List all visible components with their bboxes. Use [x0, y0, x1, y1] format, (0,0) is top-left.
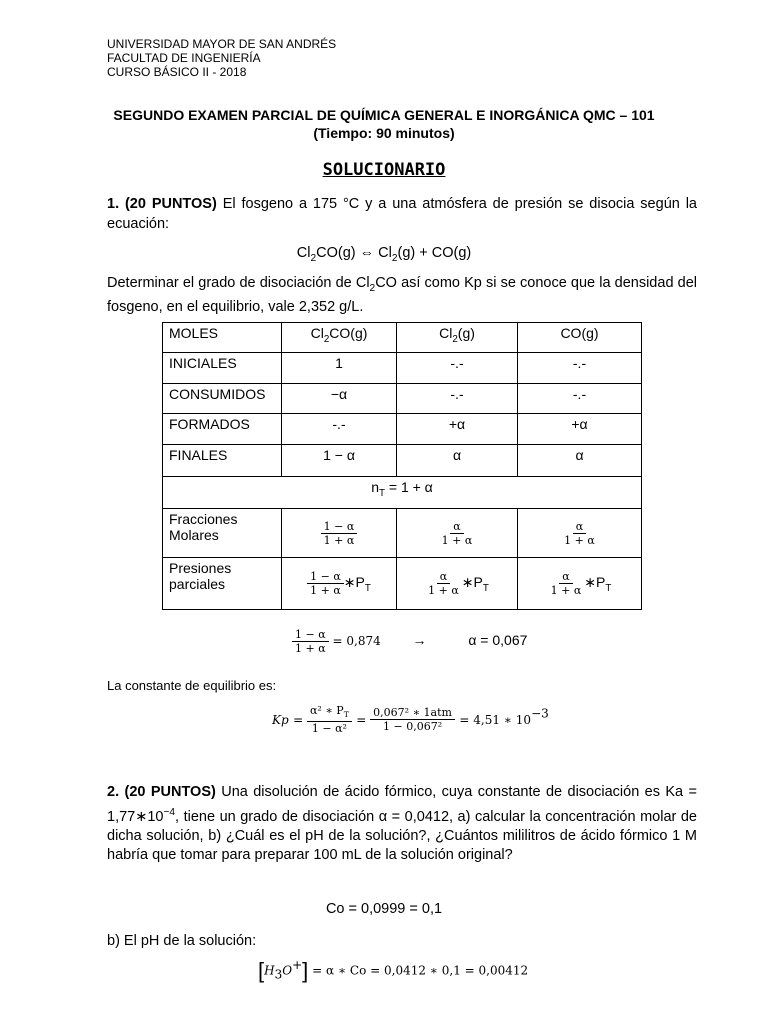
table-cell: $\frac{\alpha}{1 + \alpha}$ $∗P_T$ [518, 558, 642, 610]
table-header-cell: CO(g) [518, 323, 642, 353]
table-row [163, 445, 642, 477]
course-name: CURSO BÁSICO II - 2018 [107, 65, 247, 79]
moles-table [162, 322, 642, 610]
exam-title: SEGUNDO EXAMEN PARCIAL DE QUÍMICA GENERAL E INORGÁNICA QMC – 101 [113, 107, 655, 123]
row-label: FORMADOS [163, 414, 282, 445]
kp-equation: Kp = $\frac{\alpha^2 ∗ P_T}{\text{1 − α²}}$ = $\frac{\text{0,067² ∗ 1atm}}{\text{1 − 0,067²}}$ = 4,51 ∗ $10^{-3}$ [272, 704, 549, 736]
table-cell: 1 − α [282, 445, 397, 477]
table-header-cell: $Cl_2CO(g)$ [282, 323, 397, 353]
row-label: Presiones parciales [163, 558, 282, 610]
row-label: FINALES [163, 445, 282, 477]
table-row [163, 414, 642, 445]
table-cell: -.- [518, 384, 642, 414]
table-cell: +α [397, 414, 518, 445]
question-1-body: El fosgeno a 175 °C y a una atmósfera de presión se disocia según la ecuación: [107, 196, 697, 232]
table-row [163, 477, 642, 509]
table-header-cell: $Cl_2(g)$ [397, 323, 518, 353]
row-label: Fracciones Molares [163, 509, 282, 558]
table-cell: $\frac{\alpha}{1 + \alpha}$ $∗P_T$ [397, 558, 518, 610]
table-cell: +α [518, 414, 642, 445]
table-cell: $\frac{1 - \alpha}{1 + \alpha}$ [282, 509, 397, 558]
question-1-text-2: Determinar el grado de disociación de $Cl_2CO$ así como Kp si se conoce que la densidad del fosgeno, en el equilibrio, vale 2,352 g/L. [107, 275, 697, 316]
table-cell: α [518, 445, 642, 477]
question-1-label: 1. (20 PUNTOS) [107, 196, 217, 212]
table-cell: -.- [397, 353, 518, 384]
table-cell: -.- [518, 353, 642, 384]
table-header-row [163, 323, 642, 353]
table-cell: $\frac{\alpha}{1 + \alpha}$ [518, 509, 642, 558]
question-2-label: 2. (20 PUNTOS) [107, 784, 216, 800]
solucionario-heading: SOLUCIONARIO [322, 160, 446, 180]
table-cell: 1 [282, 353, 397, 384]
university-name: UNIVERSIDAD MAYOR DE SAN ANDRÉS [107, 37, 337, 51]
faculty-name: FACULTAD DE INGENIERÍA [107, 51, 261, 65]
h3o-equation: $[H_3O^+] = \alpha$ ∗ Co = 0,0412 ∗ 0,1 = 0,00412 [258, 958, 529, 983]
table-row [163, 509, 642, 558]
table-cell: −α [282, 384, 397, 414]
table-cell: $\frac{\alpha}{1 + \alpha}$ [397, 509, 518, 558]
total-moles-cell: $n_T = 1 + \alpha$ [163, 477, 642, 509]
ph-intro: b) El pH de la solución: [107, 933, 257, 949]
table-cell: α [397, 445, 518, 477]
table-header-cell: MOLES [163, 323, 282, 353]
kp-intro: La constante de equilibrio es: [107, 678, 277, 693]
reaction-equation: $Cl_2CO(g)$ ⇔ $Cl_2(g) + CO(g)$ [296, 245, 472, 264]
co-result: Co = 0,0999 = 0,1 [325, 901, 443, 917]
alpha-equation: $\frac{1 - \alpha}{1 + \alpha}$ = 0,874 → α = 0,067 [292, 628, 527, 655]
arrow-icon: → [412, 632, 427, 649]
table-cell: -.- [397, 384, 518, 414]
question-1-text [107, 195, 697, 234]
row-label: INICIALES [163, 353, 282, 384]
row-label: CONSUMIDOS [163, 384, 282, 414]
table-cell: -.- [282, 414, 397, 445]
exam-time: (Tiempo: 90 minutos) [313, 125, 455, 141]
table-row [163, 558, 642, 610]
table-row [163, 353, 642, 384]
question-2-text: 2. (20 PUNTOS) Una disolución de ácido fórmico, cuya constante de disociación es $Ka = 1,77∗10^{-4}$, tiene un grado de disociación α = 0,0412, a) calcular la concentración molar de dicha solución, b) ¿Cuál es el pH de la solución?, ¿Cuántos mililitros de ácido fórmico 1 M habría que tomar para preparar 100 mL de la solución original? [107, 784, 697, 864]
table-cell: $\frac{1 - \alpha}{1 + \alpha}$ $∗P_T$ [282, 558, 397, 610]
table-row [163, 384, 642, 414]
